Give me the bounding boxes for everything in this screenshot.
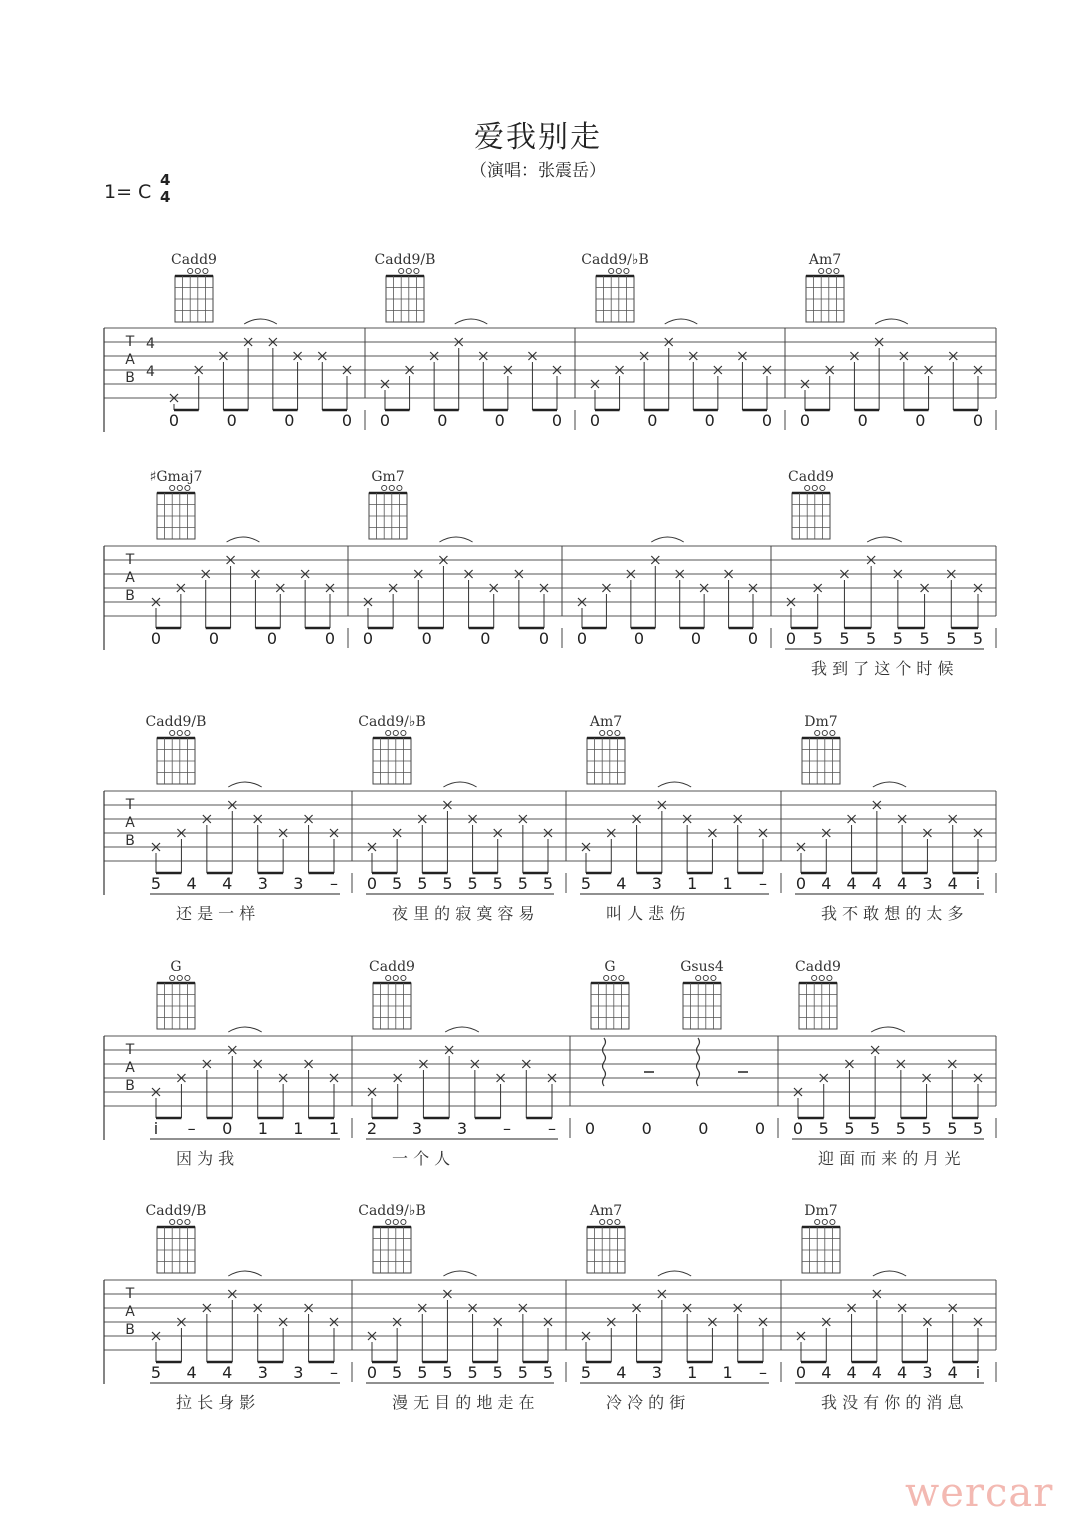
- jianpu-note: 3: [293, 874, 304, 893]
- tie: [867, 537, 902, 542]
- jianpu-note: 0: [785, 629, 797, 648]
- jianpu-note: 5: [580, 874, 592, 893]
- jianpu-note: 0: [494, 411, 505, 430]
- open-string-mark: [600, 730, 605, 735]
- open-string-mark: [203, 268, 208, 273]
- open-string-mark: [805, 485, 810, 490]
- jianpu-note: 0: [792, 1119, 804, 1138]
- lyric-line: 冷 冷 的 街: [606, 1393, 686, 1412]
- tab-clef-letter: T: [125, 797, 135, 813]
- jianpu-note: 5: [972, 629, 984, 648]
- tab-clef-letter: A: [125, 1304, 135, 1320]
- measure: [363, 469, 562, 648]
- chord-name: Cadd9/♭B: [358, 714, 426, 730]
- chord-name: Am7: [808, 252, 842, 268]
- open-string-mark: [397, 485, 402, 490]
- tab-clef-letter: B: [125, 833, 135, 849]
- jianpu-note: 0: [857, 411, 868, 430]
- open-string-mark: [822, 1219, 827, 1224]
- jianpu-note: 0: [421, 629, 432, 648]
- jianpu-note: 4: [947, 874, 958, 893]
- jianpu-note: 5: [492, 1363, 503, 1382]
- jianpu-note: 4: [222, 874, 233, 893]
- open-string-mark: [393, 730, 398, 735]
- chord-name: Cadd9/B: [145, 1203, 207, 1219]
- lyric-line: 因 为 我: [176, 1149, 235, 1168]
- chord-name: Cadd9: [369, 959, 415, 975]
- tie: [445, 1027, 479, 1032]
- jianpu-note: 5: [946, 629, 957, 648]
- jianpu-note: 4: [186, 874, 197, 893]
- jianpu-note: 0: [799, 411, 811, 430]
- jianpu-note: –: [759, 1363, 767, 1382]
- jianpu-note: 0: [584, 1119, 596, 1138]
- jianpu-note: 3: [411, 1119, 423, 1138]
- open-string-mark: [812, 485, 817, 490]
- jianpu-note: 5: [542, 1363, 554, 1382]
- jianpu-note: 5: [492, 874, 503, 893]
- tie: [658, 782, 691, 787]
- jianpu-note: 0: [551, 411, 563, 430]
- tab-clef-letter: T: [125, 1042, 135, 1058]
- jianpu-note: i: [153, 1119, 159, 1138]
- open-string-mark: [604, 975, 609, 980]
- jianpu-note: 0: [208, 629, 220, 648]
- jianpu-note: 0: [690, 629, 702, 648]
- jianpu-note: 4: [616, 1363, 627, 1382]
- tie: [873, 782, 906, 787]
- open-string-mark: [386, 730, 391, 735]
- jianpu-note: 3: [651, 1363, 662, 1382]
- jianpu-note: 0: [266, 629, 278, 648]
- tab-clef-letter: B: [125, 588, 135, 604]
- open-string-mark: [827, 975, 832, 980]
- open-string-mark: [170, 975, 175, 980]
- tab-system: [104, 469, 996, 678]
- jianpu-note: 4: [222, 1363, 233, 1382]
- jianpu-note: 4: [821, 1363, 832, 1382]
- jianpu-note: 0: [972, 411, 984, 430]
- open-string-mark: [399, 268, 404, 273]
- jianpu-note: 3: [257, 874, 268, 893]
- open-string-mark: [830, 730, 835, 735]
- open-string-mark: [393, 1219, 398, 1224]
- jianpu-note: 4: [871, 874, 882, 893]
- jianpu-note: 4: [897, 1363, 908, 1382]
- tab-clef-letter: A: [125, 815, 135, 831]
- jianpu-note: 5: [417, 1363, 428, 1382]
- open-string-mark: [185, 1219, 190, 1224]
- open-string-mark: [414, 268, 419, 273]
- jianpu-note: 0: [222, 1119, 233, 1138]
- tie: [871, 1027, 905, 1032]
- measure: [581, 252, 785, 430]
- tab-clef-letter: T: [125, 552, 135, 568]
- song-subtitle: （演唱：张震岳）: [470, 161, 606, 181]
- lyric-line: 我 没 有 你 的 消 息: [821, 1393, 964, 1412]
- tie: [455, 319, 488, 324]
- open-string-mark: [177, 975, 182, 980]
- jianpu-note: –: [548, 1119, 556, 1138]
- jianpu-note: i: [975, 1363, 981, 1382]
- open-string-mark: [607, 1219, 612, 1224]
- tab-clef-letter: A: [125, 352, 135, 368]
- chord-name: Cadd9: [795, 959, 841, 975]
- open-string-mark: [703, 975, 708, 980]
- open-string-mark: [170, 730, 175, 735]
- jianpu-note: 5: [442, 874, 453, 893]
- tab-time-top: 4: [146, 336, 155, 352]
- open-string-mark: [386, 1219, 391, 1224]
- tie: [873, 1271, 906, 1276]
- jianpu-note: 1: [257, 1119, 268, 1138]
- open-string-mark: [406, 268, 411, 273]
- chord-name: Dm7: [804, 714, 838, 730]
- tab-clef-letter: T: [125, 1286, 135, 1302]
- chord-name: Cadd9/♭B: [581, 252, 649, 268]
- measure: [375, 252, 575, 430]
- jianpu-note: 5: [866, 629, 877, 648]
- jianpu-note: 5: [892, 629, 903, 648]
- open-string-mark: [195, 268, 200, 273]
- jianpu-note: 0: [362, 629, 374, 648]
- jianpu-note: 0: [589, 411, 601, 430]
- jianpu-note: 3: [922, 1363, 933, 1382]
- song-title: 爱我别走: [474, 120, 602, 155]
- jianpu-note: 0: [641, 1119, 652, 1138]
- open-string-mark: [815, 730, 820, 735]
- tab-system: [104, 252, 996, 432]
- tie: [228, 1027, 261, 1032]
- open-string-mark: [177, 730, 182, 735]
- tab-clef-letter: B: [125, 1078, 135, 1094]
- open-string-mark: [619, 975, 624, 980]
- jianpu-note: 3: [922, 874, 933, 893]
- lyric-line: 夜 里 的 寂 寞 容 易: [392, 904, 535, 923]
- open-string-mark: [401, 1219, 406, 1224]
- open-string-mark: [382, 485, 387, 490]
- watermark: wercar: [905, 1470, 1054, 1516]
- open-string-mark: [826, 268, 831, 273]
- open-string-mark: [830, 1219, 835, 1224]
- chord-name: Cadd9: [171, 252, 217, 268]
- open-string-mark: [389, 485, 394, 490]
- jianpu-note: 5: [517, 874, 528, 893]
- measure: [169, 252, 365, 430]
- jianpu-note: 5: [150, 874, 162, 893]
- jianpu-note: 5: [392, 874, 403, 893]
- measure: [585, 959, 778, 1138]
- jianpu-note: 0: [915, 411, 926, 430]
- jianpu-note: 0: [698, 1119, 709, 1138]
- open-string-mark: [386, 975, 391, 980]
- jianpu-note: 4: [616, 874, 627, 893]
- jianpu-note: 0: [168, 411, 180, 430]
- chord-name: Cadd9/B: [145, 714, 207, 730]
- tab-clef-letter: A: [125, 1060, 135, 1076]
- jianpu-note: 4: [897, 874, 908, 893]
- lyric-line: 漫 无 目 的 地 走 在: [392, 1393, 535, 1412]
- jianpu-note: i: [975, 874, 981, 893]
- open-string-mark: [177, 485, 182, 490]
- jianpu-note: 3: [293, 1363, 304, 1382]
- jianpu-note: 5: [919, 629, 930, 648]
- chord-name: Gsus4: [680, 959, 724, 975]
- open-string-mark: [170, 485, 175, 490]
- jianpu-note: 5: [812, 629, 823, 648]
- jianpu-note: 4: [947, 1363, 958, 1382]
- jianpu-note: 3: [651, 874, 662, 893]
- tab-clef-letter: T: [125, 334, 135, 350]
- arpeggio-mark: [697, 1038, 700, 1086]
- open-string-mark: [819, 268, 824, 273]
- jianpu-note: 0: [647, 411, 658, 430]
- arpeggio-mark: [603, 1038, 606, 1086]
- lyric-line: 拉 长 身 影: [176, 1393, 256, 1412]
- lyric-line: 我 不 敢 想 的 太 多: [821, 904, 964, 923]
- lyric-line: 叫 人 悲 伤: [606, 904, 686, 923]
- jianpu-note: 5: [972, 1119, 984, 1138]
- open-string-mark: [616, 268, 621, 273]
- jianpu-note: 5: [921, 1119, 932, 1138]
- open-string-mark: [834, 268, 839, 273]
- jianpu-note: 0: [480, 629, 491, 648]
- jianpu-note: 5: [947, 1119, 958, 1138]
- jianpu-note: 5: [517, 1363, 528, 1382]
- open-string-mark: [609, 268, 614, 273]
- jianpu-note: 0: [366, 1363, 378, 1382]
- jianpu-note: 0: [761, 411, 773, 430]
- tie: [443, 1271, 476, 1276]
- jianpu-note: 0: [538, 629, 550, 648]
- chord-name: ♯Gmaj7: [149, 469, 203, 485]
- open-string-mark: [185, 975, 190, 980]
- open-string-mark: [401, 975, 406, 980]
- open-string-mark: [185, 485, 190, 490]
- open-string-mark: [819, 975, 824, 980]
- jianpu-note: 5: [442, 1363, 453, 1382]
- jianpu-note: –: [330, 874, 338, 893]
- jianpu-note: 0: [366, 874, 378, 893]
- open-string-mark: [188, 268, 193, 273]
- chord-name: G: [604, 959, 616, 975]
- chord-name: Cadd9/B: [374, 252, 436, 268]
- jianpu-note: 0: [747, 629, 759, 648]
- jianpu-note: –: [187, 1119, 196, 1138]
- jianpu-note: –: [330, 1363, 338, 1382]
- jianpu-note: 2: [366, 1119, 378, 1138]
- jianpu-note: 0: [754, 1119, 766, 1138]
- jianpu-note: 1: [722, 874, 733, 893]
- jianpu-note: 3: [456, 1119, 468, 1138]
- jianpu-note: 0: [704, 411, 715, 430]
- jianpu-note: 0: [795, 1363, 807, 1382]
- open-string-mark: [177, 1219, 182, 1224]
- jianpu-note: 0: [379, 411, 391, 430]
- jianpu-note: –: [503, 1119, 511, 1138]
- jianpu-note: 5: [467, 874, 478, 893]
- tie: [875, 319, 908, 324]
- tie: [658, 1271, 691, 1276]
- lyric-line: 我 到 了 这 个 时 候: [811, 659, 954, 678]
- jianpu-note: 5: [580, 1363, 592, 1382]
- jianpu-note: 1: [722, 1363, 733, 1382]
- open-string-mark: [607, 730, 612, 735]
- jianpu-note: 4: [871, 1363, 882, 1382]
- tab-time-bottom: 4: [146, 364, 155, 380]
- jianpu-note: 5: [467, 1363, 478, 1382]
- open-string-mark: [815, 1219, 820, 1224]
- tie: [665, 319, 698, 324]
- open-string-mark: [393, 975, 398, 980]
- open-string-mark: [615, 1219, 620, 1224]
- jianpu-note: 1: [328, 1119, 340, 1138]
- open-string-mark: [624, 268, 629, 273]
- jianpu-note: –: [759, 874, 767, 893]
- measure: [577, 537, 771, 648]
- tie: [244, 319, 277, 324]
- open-string-mark: [170, 1219, 175, 1224]
- jianpu-note: 1: [687, 1363, 698, 1382]
- tab-system: [104, 959, 996, 1168]
- chord-name: Dm7: [804, 1203, 838, 1219]
- chord-name: Cadd9: [788, 469, 834, 485]
- tie: [227, 537, 260, 542]
- tab-clef-letter: B: [125, 1322, 135, 1338]
- open-string-mark: [696, 975, 701, 980]
- jianpu-note: 5: [818, 1119, 829, 1138]
- jianpu-note: 5: [895, 1119, 906, 1138]
- jianpu-note: 0: [795, 874, 807, 893]
- lyric-line: 一 个 人: [392, 1149, 451, 1168]
- jianpu-note: 4: [846, 1363, 857, 1382]
- chord-name: Am7: [589, 714, 623, 730]
- tie: [228, 782, 261, 787]
- jianpu-note: 0: [437, 411, 448, 430]
- lyric-line: 迎 面 而 来 的 月 光: [818, 1149, 961, 1168]
- jianpu-note: 0: [150, 629, 162, 648]
- open-string-mark: [611, 975, 616, 980]
- open-string-mark: [600, 1219, 605, 1224]
- jianpu-note: 4: [821, 874, 832, 893]
- tie: [439, 537, 472, 542]
- measure: [800, 252, 996, 430]
- open-string-mark: [812, 975, 817, 980]
- open-string-mark: [822, 730, 827, 735]
- tab-clef-letter: B: [125, 370, 135, 386]
- chord-name: Am7: [589, 1203, 623, 1219]
- jianpu-note: 5: [844, 1119, 855, 1138]
- time-signature-top: 4: [160, 171, 171, 189]
- tab-clef-letter: A: [125, 570, 135, 586]
- jianpu-note: 0: [576, 629, 588, 648]
- measure: [150, 469, 348, 648]
- jianpu-note: 1: [293, 1119, 304, 1138]
- jianpu-note: 0: [633, 629, 645, 648]
- tie: [228, 1271, 261, 1276]
- jianpu-note: 3: [257, 1363, 268, 1382]
- lyric-line: 还 是 一 样: [176, 904, 256, 923]
- jianpu-note: 0: [226, 411, 237, 430]
- jianpu-note: 5: [150, 1363, 162, 1382]
- jianpu-note: 0: [341, 411, 353, 430]
- jianpu-note: 4: [846, 874, 857, 893]
- jianpu-note: 5: [392, 1363, 403, 1382]
- jianpu-note: 0: [324, 629, 336, 648]
- jianpu-note: 5: [542, 874, 554, 893]
- jianpu-note: 5: [870, 1119, 881, 1138]
- chord-name: G: [170, 959, 182, 975]
- chord-name: Cadd9/♭B: [358, 1203, 426, 1219]
- tie: [443, 782, 476, 787]
- open-string-mark: [615, 730, 620, 735]
- open-string-mark: [185, 730, 190, 735]
- jianpu-note: 0: [284, 411, 295, 430]
- tab-system: [104, 1203, 996, 1412]
- tab-system: [104, 714, 996, 923]
- open-string-mark: [711, 975, 716, 980]
- tie: [651, 537, 683, 542]
- time-signature-bottom: 4: [160, 188, 171, 206]
- jianpu-note: 1: [687, 874, 698, 893]
- jianpu-note: 5: [417, 874, 428, 893]
- jianpu-note: 4: [186, 1363, 197, 1382]
- open-string-mark: [820, 485, 825, 490]
- key-signature: 1= C: [104, 181, 152, 203]
- jianpu-note: 5: [839, 629, 850, 648]
- open-string-mark: [401, 730, 406, 735]
- chord-name: Gm7: [371, 469, 405, 485]
